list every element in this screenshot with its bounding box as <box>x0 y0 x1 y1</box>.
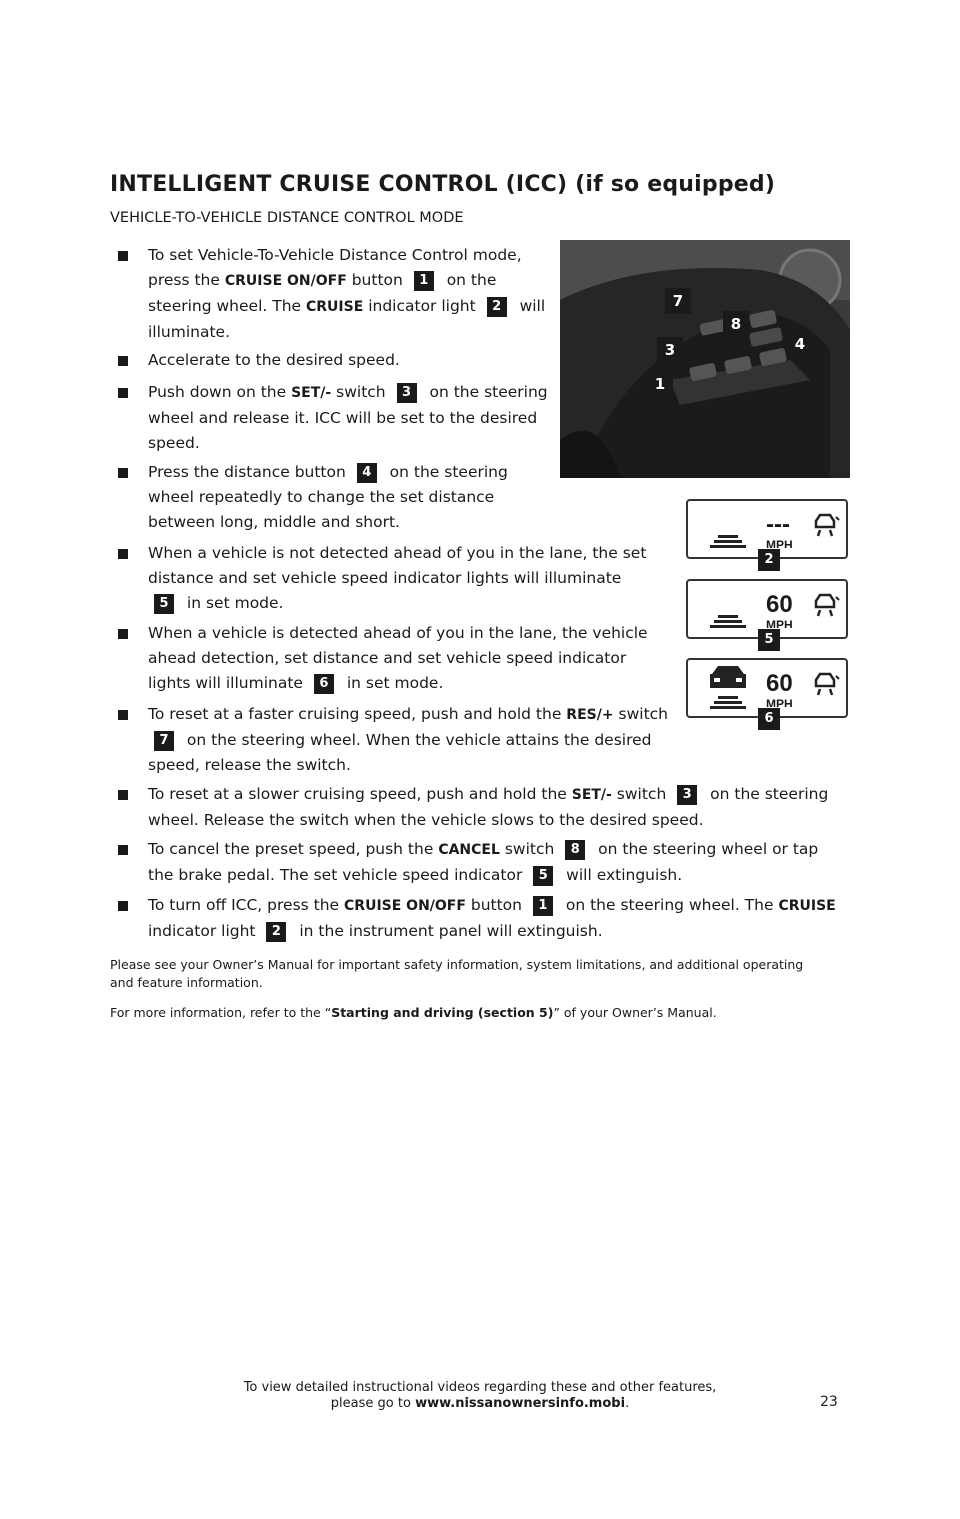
bullet-square-icon <box>118 901 128 911</box>
cruise-display-set <box>686 579 848 647</box>
bullet-square-icon <box>118 790 128 800</box>
callout-badge: 5 <box>154 594 174 614</box>
website-link[interactable]: www.nissanownersinfo.mobi <box>415 1396 626 1411</box>
bullet-square-icon <box>118 710 128 720</box>
callout-badge: 7 <box>154 731 174 751</box>
distance-bars-icon <box>710 535 746 555</box>
steering-wheel-photo <box>560 240 850 478</box>
bullet-square-icon <box>118 388 128 398</box>
set-speed-value: --- <box>766 511 790 538</box>
safety-note: Please see your Owner’s Manual for important safety information, system limitations, and additional operating and feature information. <box>110 957 804 990</box>
page-number: 23 <box>820 1394 838 1410</box>
bullet-item: When a vehicle is detected ahead of you in the lane, the vehicle ahead detection, set distance and set vehicle speed indicator lights will illuminate 6 in set mode. <box>118 621 670 696</box>
callout-badge: 2 <box>266 922 286 942</box>
photo-callout-3: 3 <box>657 337 683 363</box>
vehicle-ahead-icon <box>706 664 750 692</box>
bullet-item: Press the distance button 4 on the steering wheel repeatedly to change the set distance between long, middle and short. <box>118 460 550 535</box>
bullet-square-icon <box>118 629 128 639</box>
callout-badge: 8 <box>565 840 585 860</box>
cruise-display-vehicle-detected <box>686 658 848 726</box>
bullet-item: Accelerate to the desired speed. <box>118 348 548 373</box>
display-callout-2: 2 <box>758 549 780 571</box>
bullet-square-icon <box>118 468 128 478</box>
bullet-square-icon <box>118 549 128 559</box>
display-callout-5: 5 <box>758 629 780 651</box>
distance-bars-icon <box>710 615 746 635</box>
bullet-item: When a vehicle is not detected ahead of you in the lane, the set distance and set vehicle speed indicator lights will illuminate 5 in set mode. <box>118 541 650 616</box>
icc-indicator-icon <box>812 591 840 617</box>
section-subtitle: VEHICLE-TO-VEHICLE DISTANCE CONTROL MODE <box>110 210 464 226</box>
distance-bars-icon <box>710 696 746 716</box>
speed-unit: MPH <box>766 618 793 628</box>
bullet-item: To reset at a slower cruising speed, push and hold the SET/- switch 3 on the steering wheel. Release the switch when the vehicle slows to the desired speed. <box>118 782 848 833</box>
bullet-item: To turn off ICC, press the CRUISE ON/OFF button 1 on the steering wheel. The CRUISE indicator light 2 in the instrument panel will extinguish. <box>118 893 848 944</box>
callout-badge: 3 <box>677 785 697 805</box>
callout-badge: 1 <box>414 271 434 291</box>
bullet-item: To set Vehicle-To-Vehicle Distance Control mode, press the CRUISE ON/OFF button 1 on the steering wheel. The CRUISE indicator light 2 will illuminate. <box>118 243 548 345</box>
photo-callout-8: 8 <box>723 311 749 337</box>
photo-callout-7: 7 <box>665 288 691 314</box>
photo-callout-1: 1 <box>647 371 673 397</box>
icc-indicator-icon <box>812 670 840 696</box>
callout-badge: 2 <box>487 297 507 317</box>
speed-unit: MPH <box>766 697 793 707</box>
set-speed-value: 60 <box>766 670 793 697</box>
bullet-square-icon <box>118 356 128 366</box>
bullet-item: To reset at a faster cruising speed, push and hold the RES/+ switch 7 on the steering wheel. When the vehicle attains the desired speed, release the switch. <box>118 702 670 778</box>
bullet-item: To cancel the preset speed, push the CANCEL switch 8 on the steering wheel or tap the brake pedal. The set vehicle speed indicator 5 will extinguish. <box>118 837 848 888</box>
bullet-square-icon <box>118 845 128 855</box>
callout-badge: 6 <box>314 674 334 694</box>
bullet-square-icon <box>118 251 128 261</box>
callout-badge: 1 <box>533 896 553 916</box>
callout-badge: 4 <box>357 463 377 483</box>
speed-unit: MPH <box>766 538 793 548</box>
display-callout-6: 6 <box>758 708 780 730</box>
bullet-item: Push down on the SET/- switch 3 on the steering wheel and release it. ICC will be set to the desired speed. <box>118 380 550 456</box>
callout-badge: 5 <box>533 866 553 886</box>
cruise-display-standby <box>686 499 848 567</box>
icc-indicator-icon <box>812 511 840 537</box>
set-speed-value: 60 <box>766 591 793 618</box>
callout-badge: 3 <box>397 383 417 403</box>
page-title: INTELLIGENT CRUISE CONTROL (ICC) (if so equipped) <box>110 172 776 197</box>
footer-note: To view detailed instructional videos regarding these and other features, please go to www.nissanownersinfo.mobi. <box>243 1380 717 1411</box>
refer-note: For more information, refer to the “Starting and driving (section 5)” of your Owner’s Manual. <box>110 1005 717 1020</box>
photo-callout-4: 4 <box>787 331 813 357</box>
